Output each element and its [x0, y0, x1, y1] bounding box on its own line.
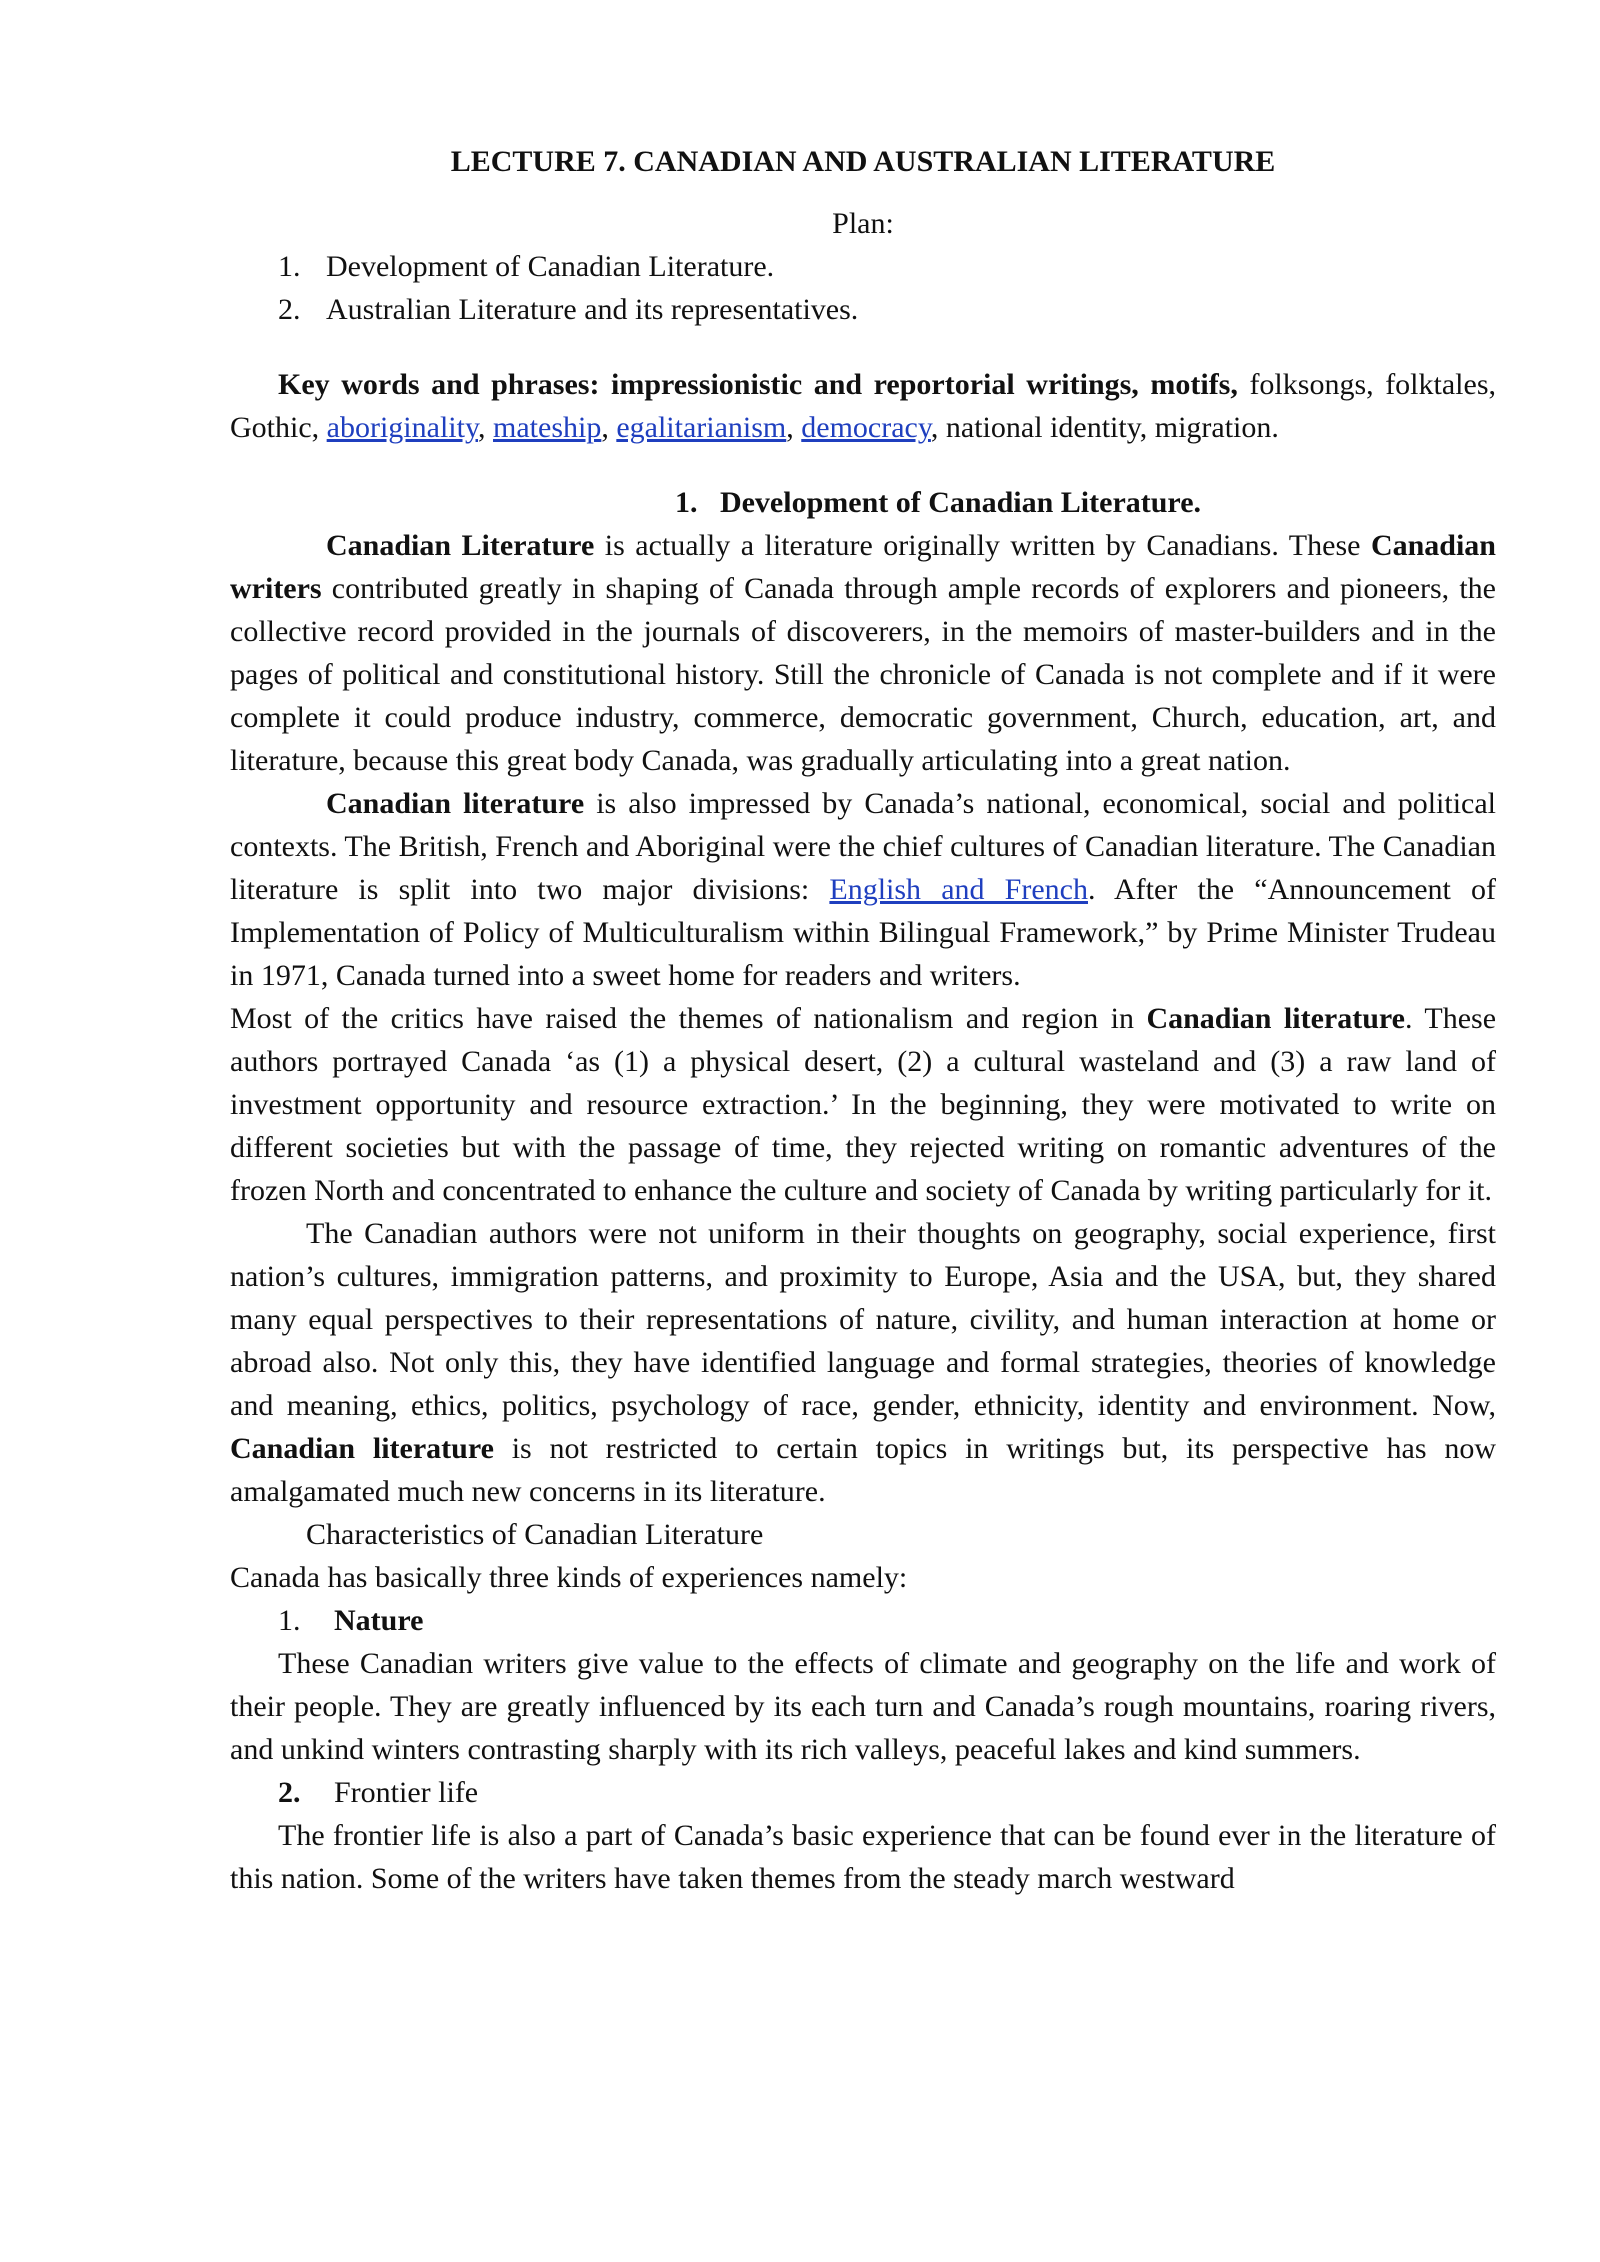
paragraph-4 — [230, 1212, 1496, 1513]
plan-item — [230, 288, 1496, 331]
paragraph-text: . These authors portrayed Canada ‘as (1) a physical desert, (2) a cultural wasteland and (3) a raw land of investment opportunity and resource extraction.’ In the beginning, they were motivated to write on different societies but with the passage of time, they rejected writing on romantic adventures of the frozen North and concentrated to enhance the culture and society of Canada by writing particularly for it. — [230, 1002, 1497, 1207]
paragraph-text: is also impressed by Canada’s national, economical, social and political contexts. The British, French and Aboriginal were the chief cultures of Canadian literature. The Canadian literature is split into two major divisions: — [230, 787, 1496, 906]
paragraph-text: is actually a literature originally written by Canadians. These — [594, 529, 1371, 562]
plan-item-text: Development of Canadian Literature. — [326, 250, 775, 283]
english-and-french-link[interactable]: English and French — [829, 873, 1088, 906]
plan-label: Plan: — [832, 207, 894, 240]
keywords-label: Key words and phrases: — [278, 368, 600, 401]
paragraph-text: Most of the critics have raised the themes of nationalism and region in — [230, 1002, 1147, 1035]
paragraph-2 — [230, 782, 1496, 997]
list-item-label: Nature — [334, 1604, 424, 1637]
aboriginality-link[interactable]: aboriginality — [326, 411, 479, 444]
list-item-number: 1. — [278, 1604, 301, 1637]
list-item-nature — [230, 1599, 1496, 1642]
mateship-link[interactable]: mateship — [493, 411, 602, 444]
section-heading: 1. Development of Canadian Literature. — [674, 486, 1202, 519]
characteristics-heading: Characteristics of Canadian Literature — [306, 1518, 764, 1551]
experiences-intro: Canada has basically three kinds of experiences namely: — [230, 1561, 908, 1594]
democracy-link[interactable]: democracy — [801, 411, 931, 444]
frontier-paragraph: The frontier life is also a part of Canada’s basic experience that can be found ever in the literature of this nation. Some of the writers have taken themes from the steady march westward — [230, 1819, 1496, 1895]
keywords-paragraph: Key words and phrases: impressionistic and reportorial writings, motifs, folksongs, folktales, Gothic, aboriginality, mateship, egalitarianism, democracy, national identity, migration. — [230, 368, 1496, 444]
paragraph-1 — [230, 524, 1496, 782]
plan-item-text: Australian Literature and its representatives. — [326, 293, 859, 326]
list-item-label: Frontier life — [334, 1776, 479, 1809]
document-page — [230, 140, 1496, 1900]
plan-item — [230, 245, 1496, 288]
paragraph-text: contributed greatly in shaping of Canada through ample records of explorers and pioneers, the collective record provided in the journals of discoverers, in the memoirs of master-builders and in the pages of political and constitutional history. Still the chronicle of Canada is not complete and if it were complete it could produce industry, commerce, democratic government, Church, education, art, and literature, because this great body Canada, was gradually articulating into a great nation. — [230, 572, 1496, 777]
plan-item-number: 1. — [278, 250, 301, 283]
bold-term: Canadian literature — [230, 1432, 494, 1465]
egalitarianism-link[interactable]: egalitarianism — [616, 411, 787, 444]
bold-term: Canadian literature — [1146, 1002, 1405, 1035]
bold-term: Canadian literature — [326, 787, 585, 820]
paragraph-3 — [230, 997, 1496, 1212]
lecture-title: LECTURE 7. CANADIAN AND AUSTRALIAN LITERATURE — [450, 145, 1276, 178]
keywords-bold-terms: impressionistic and reportorial writings, motifs, — [611, 368, 1238, 401]
list-item-frontier-life — [230, 1771, 1496, 1814]
paragraph-text: . After the “Announcement of Implementation of Policy of Multiculturalism within Bilingual Framework,” by Prime Minister Trudeau in 1971, Canada turned into a sweet home for readers and writers. — [230, 873, 1496, 992]
paragraph-text: is not restricted to certain topics in writings but, its perspective has now amalgamated much new concerns in its literature. — [230, 1432, 1497, 1508]
nature-paragraph: These Canadian writers give value to the effects of climate and geography on the life and work of their people. They are greatly influenced by its each turn and Canada’s rough mountains, roaring rivers, and unkind winters contrasting sharply with its rich valleys, peaceful lakes and kind summers. — [230, 1647, 1496, 1766]
list-item-number: 2. — [278, 1776, 301, 1809]
keywords-trailing-terms: , national identity, migration. — [930, 411, 1279, 444]
plan-item-number: 2. — [278, 293, 301, 326]
bold-term: Canadian writers — [230, 529, 1496, 605]
keywords-plain-terms: folksongs, folktales, Gothic, — [230, 368, 1496, 444]
paragraph-text: The Canadian authors were not uniform in their thoughts on geography, social experience, first nation’s cultures, immigration patterns, and proximity to Europe, Asia and the USA, but, they shared many equal perspectives to their representations of nature, civility, and human interaction at home or abroad also. Not only this, they have identified language and formal strategies, theories of knowledge and meaning, ethics, politics, psychology of race, gender, ethnicity, identity and environment. Now, — [230, 1217, 1496, 1422]
bold-term: Canadian Literature — [326, 529, 595, 562]
plan-list — [230, 245, 1496, 331]
